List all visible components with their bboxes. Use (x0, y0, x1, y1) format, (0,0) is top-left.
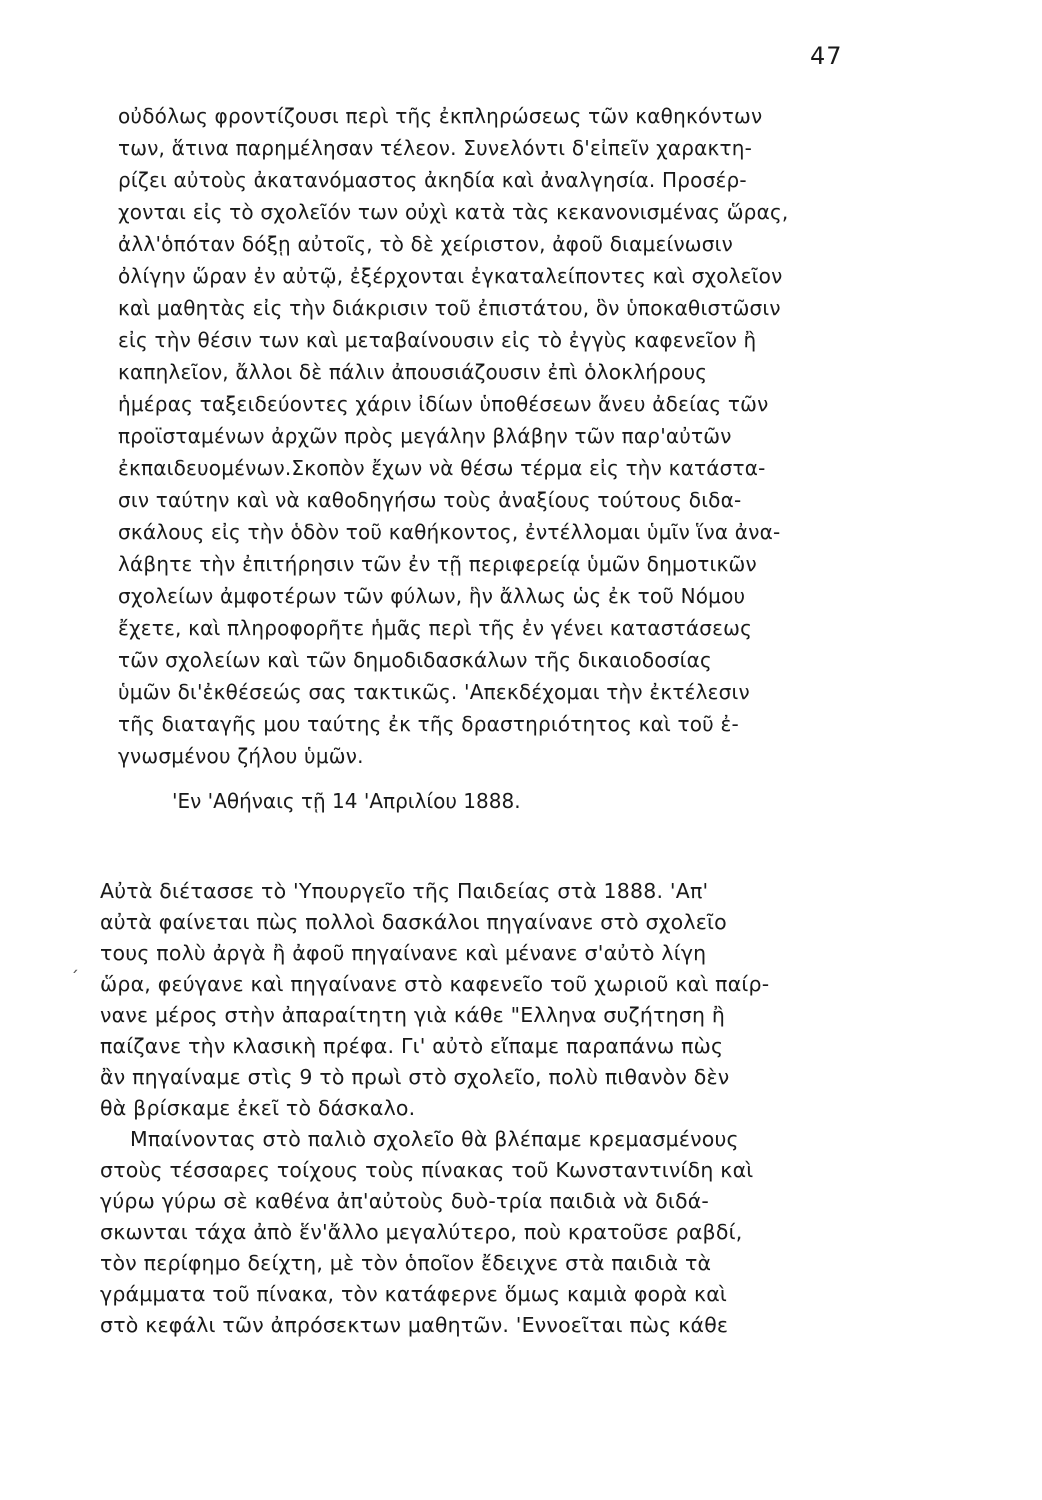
commentary-line: τους πολὺ ἀργὰ ἢ ἀφοῦ πηγαίνανε καὶ μένανε σ'αὐτὸ λίγη (100, 941, 707, 965)
decree-line: σχολείων ἀμφοτέρων τῶν φύλων, ἣν ἄλλως ὡς ἐκ τοῦ Νόμου (118, 584, 746, 608)
decree-line: καὶ μαθητὰς εἰς τὴν διάκρισιν τοῦ ἐπιστάτου, ὃν ὑποκαθιστῶσιν (118, 296, 781, 320)
decree-line: ἐκπαιδευομένων.Σκοπὸν ἔχων νὰ θέσω τέρμα εἰς τὴν κατάστα- (118, 456, 766, 480)
decree-line: τῆς διαταγῆς μου ταύτης ἐκ τῆς δραστηριότητος καὶ τοῦ ἐ- (118, 712, 739, 736)
commentary-line: ὥρα, φεύγανε καὶ πηγαίνανε στὸ καφενεῖο τοῦ χωριοῦ καὶ παίρ- (100, 972, 770, 996)
dateline: 'Εν 'Αθήναις τῇ 14 'Απριλίου 1888. (172, 789, 521, 813)
decree-line: ὀλίγην ὥραν ἐν αὐτῷ, ἐξέρχονται ἐγκαταλείποντες καὶ σχολεῖον (118, 264, 783, 288)
commentary-line: ἂν πηγαίναμε στὶς 9 τὸ πρωὶ στὸ σχολεῖο, πολὺ πιθανὸν δὲν (100, 1065, 730, 1089)
commentary-line: παίζανε τὴν κλασικὴ πρέφα. Γι' αὐτὸ εἴπαμε παραπάνω πὼς (100, 1034, 724, 1058)
decree-line: ρίζει αὐτοὺς ἀκατανόμαστος ἀκηδία καὶ ἀναλγησία. Προσέρ- (118, 168, 747, 192)
commentary-line: αὐτὰ φαίνεται πὼς πολλοὶ δασκάλοι πηγαίνανε στὸ σχολεῖο (100, 910, 727, 934)
decree-text (118, 100, 878, 772)
decree-line: ὑμῶν δι'ἐκθέσεώς σας τακτικῶς. 'Απεκδέχομαι τὴν ἐκτέλεσιν (118, 680, 750, 704)
commentary-line: γράμματα τοῦ πίνακα, τὸν κατάφερνε ὅμως καμιὰ φορὰ καὶ (100, 1282, 728, 1306)
commentary-line: θὰ βρίσκαμε ἐκεῖ τὸ δάσκαλο. (100, 1096, 416, 1120)
commentary-line: τὸν περίφημο δείχτη, μὲ τὸν ὁποῖον ἔδειχνε στὰ παιδιὰ τὰ (100, 1251, 712, 1275)
commentary-line: στοὺς τέσσαρες τοίχους τοὺς πίνακας τοῦ Κωνσταντινίδη καὶ (100, 1158, 754, 1182)
decree-line: σιν ταύτην καὶ νὰ καθοδηγήσω τοὺς ἀναξίους τούτους διδα- (118, 488, 742, 512)
commentary-line: Αὐτὰ διέτασσε τὸ 'Υπουργεῖο τῆς Παιδείας στὰ 1888. 'Απ' (100, 879, 709, 903)
decree-line: προϊσταμένων ἀρχῶν πρὸς μεγάλην βλάβην τῶν παρ'αὐτῶν (118, 424, 732, 448)
commentary-line: σκωνται τάχα ἀπὸ ἕν'ἄλλο μεγαλύτερο, ποὺ κρατοῦσε ραβδί, (100, 1220, 743, 1244)
decree-line: ἀλλ'ὁπόταν δόξῃ αὐτοῖς, τὸ δὲ χείριστον, ἀφοῦ διαμείνωσιν (118, 232, 733, 256)
decree-line: των, ἅτινα παρημέλησαν τέλεον. Συνελόντι δ'εἰπεῖν χαρακτη- (118, 136, 753, 160)
commentary-text (100, 876, 860, 1341)
decree-line: γνωσμένου ζήλου ὑμῶν. (118, 744, 364, 768)
decree-line: καπηλεῖον, ἄλλοι δὲ πάλιν ἀπουσιάζουσιν ἐπὶ ὁλοκλήρους (118, 360, 708, 384)
commentary-line: νανε μέρος στὴν ἀπαραίτητη γιὰ κάθε "Ελληνα συζήτηση ἢ (100, 1003, 726, 1027)
decree-line: σκάλους εἰς τὴν ὁδὸν τοῦ καθήκοντος, ἐντέλλομαι ὑμῖν ἵνα ἀνα- (118, 520, 781, 544)
commentary-line: στὸ κεφάλι τῶν ἀπρόσεκτων μαθητῶν. 'Εννοεῖται πὼς κάθε (100, 1313, 729, 1337)
commentary-line: γύρω γύρω σὲ καθένα ἀπ'αὐτοὺς δυὸ-τρία παιδιὰ νὰ διδά- (100, 1189, 710, 1213)
decree-line: λάβητε τὴν ἐπιτήρησιν τῶν ἐν τῇ περιφερείᾳ ὑμῶν δημοτικῶν (118, 552, 757, 576)
decree-line: ἡμέρας ταξειδεύοντες χάριν ἰδίων ὑποθέσεων ἄνευ ἀδείας τῶν (118, 392, 769, 416)
decree-line: οὐδόλως φροντίζουσι περὶ τῆς ἐκπληρώσεως τῶν καθηκόντων (118, 104, 763, 128)
decree-line: ἔχετε, καὶ πληροφορῆτε ἡμᾶς περὶ τῆς ἐν γένει καταστάσεως (118, 616, 753, 640)
decree-line: τῶν σχολείων καὶ τῶν δημοδιδασκάλων τῆς δικαιοδοσίας (118, 648, 712, 672)
margin-mark: ´ (70, 968, 79, 989)
page-number: 47 (810, 42, 843, 70)
decree-line: χονται εἰς τὸ σχολεῖόν των οὐχὶ κατὰ τὰς κεκανονισμένας ὥρας, (118, 200, 789, 224)
commentary-line: Μπαίνοντας στὸ παλιὸ σχολεῖο θὰ βλέπαμε κρεμασμένους (130, 1127, 739, 1151)
decree-line: εἰς τὴν θέσιν των καὶ μεταβαίνουσιν εἰς τὸ ἐγγὺς καφενεῖον ἢ (118, 328, 757, 352)
